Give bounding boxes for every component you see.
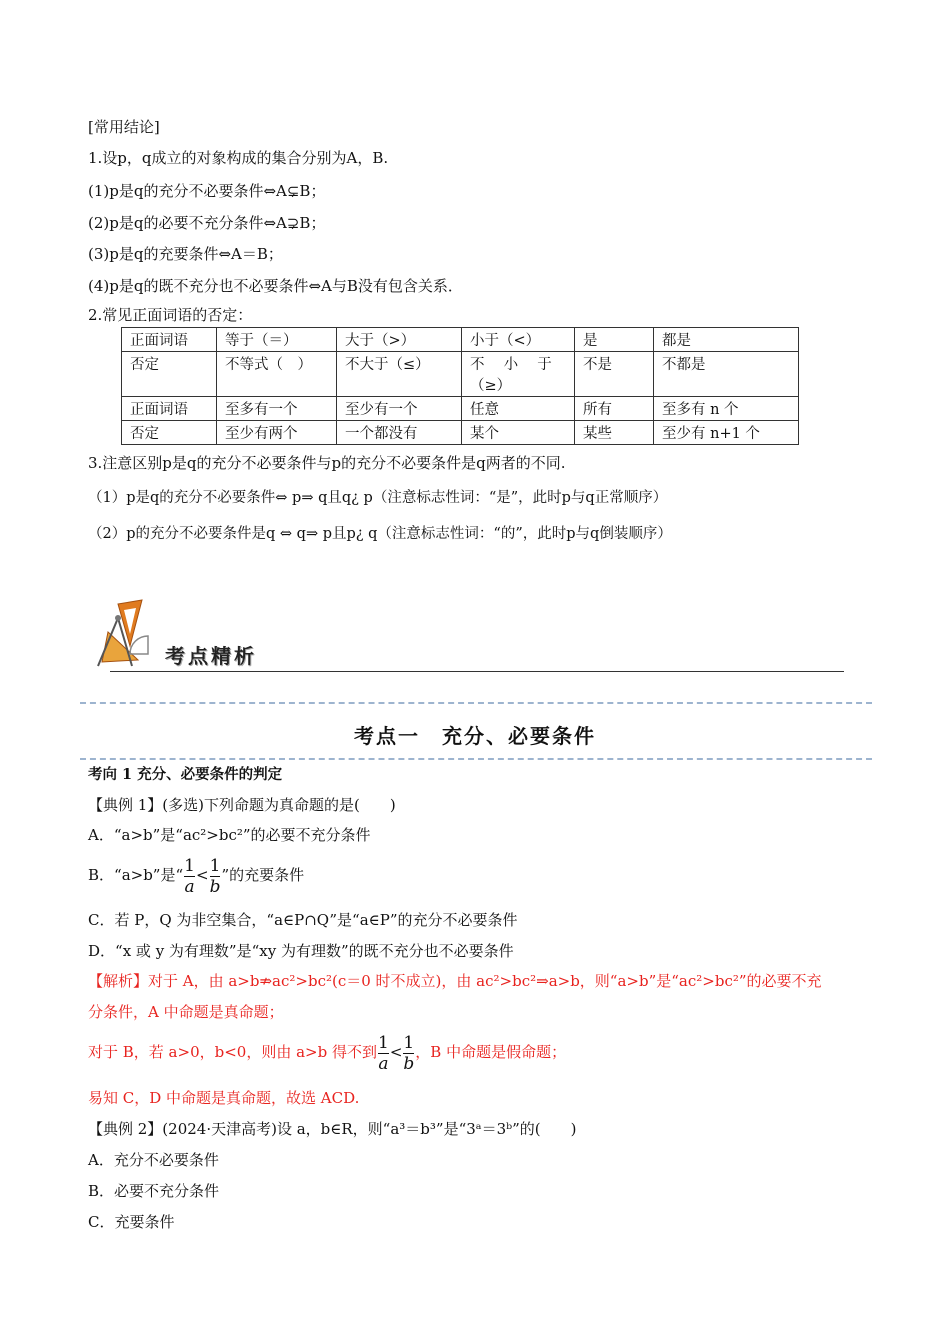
conclusion-item-1-1: (1)p是q的充分不必要条件⇔A⊊B； xyxy=(88,182,326,200)
fraction-numerator: 1 xyxy=(184,855,195,876)
example-2-option-c: C．充要条件 xyxy=(88,1213,175,1231)
example-2-stem: 【典例 2】(2024·天津高考)设 a，b∈R，则“a³＝b³”是“3ᵃ＝3ᵇ”的( ) xyxy=(88,1120,577,1138)
example-1-option-a: A．“a>b”是“ac²>bc²”的必要不充分条件 xyxy=(88,826,371,844)
fraction-denominator: b xyxy=(403,1053,415,1074)
option-b-suffix: ”的充要条件 xyxy=(221,866,305,884)
conclusion-item-3-1: （1）p是q的充分不必要条件⇔ p⇒ q且q¿ p（注意标志性词：“是”，此时p与q正常顺序） xyxy=(88,490,668,506)
banner-title: 考点精析 xyxy=(165,644,257,668)
fraction-1-over-b xyxy=(210,856,221,897)
example-1-option-d: D．“x 或 y 为有理数”是“xy 为有理数”的既不充分也不必要条件 xyxy=(88,942,514,960)
table-row xyxy=(122,397,799,421)
table-cell: 至多有一个 xyxy=(217,397,337,421)
subsection-title: 考向 1 充分、必要条件的判定 xyxy=(88,766,283,783)
table-cell: 都是 xyxy=(654,328,799,352)
conclusion-item-1: 1.设p，q成立的对象构成的集合分别为A，B. xyxy=(88,149,389,167)
fraction-numerator: 1 xyxy=(403,1032,415,1053)
table-cell: 一个都没有 xyxy=(337,421,462,445)
table-cell: 小于（<） xyxy=(462,328,575,352)
table-cell: 至少有两个 xyxy=(217,421,337,445)
fraction-numerator: 1 xyxy=(377,1032,389,1053)
table-cell: 某些 xyxy=(575,421,654,445)
table-cell: 所有 xyxy=(575,397,654,421)
conclusion-item-1-2: (2)p是q的必要不充分条件⇔A⊋B； xyxy=(88,214,326,232)
conclusion-item-3-2: （2）p的充分不必要条件是q ⇔ q⇒ p且p¿ q（注意标志性词：“的”，此时p与q倒装顺序） xyxy=(88,526,672,542)
fraction-1-over-a xyxy=(378,1033,389,1074)
table-cell: 不大于（≤） xyxy=(337,352,462,397)
table-cell: 不是 xyxy=(575,352,654,397)
table-cell: 大于（>） xyxy=(337,328,462,352)
table-cell: 正面词语 xyxy=(122,397,217,421)
table-cell: 不都是 xyxy=(654,352,799,397)
example-2-option-a: A．充分不必要条件 xyxy=(88,1151,219,1169)
section-divider-top xyxy=(80,702,872,704)
analysis-3-suffix: ，B 中命题是假命题； xyxy=(415,1043,567,1061)
conclusion-item-1-3: (3)p是q的充要条件⇔A＝B； xyxy=(88,245,283,263)
analysis-line-4: 易知 C，D 中命题是真命题，故选 ACD. xyxy=(88,1089,360,1107)
table-cell: 至少有 n+1 个 xyxy=(654,421,799,445)
example-2-option-b: B．必要不充分条件 xyxy=(88,1182,220,1200)
table-row xyxy=(122,421,799,445)
section-divider-bottom xyxy=(80,758,872,760)
table-cell: 至多有 n 个 xyxy=(654,397,799,421)
banner-rule xyxy=(110,671,844,672)
fraction-1-over-a xyxy=(184,856,195,897)
table-cell: 至少有一个 xyxy=(337,397,462,421)
fraction-denominator: a xyxy=(378,1053,389,1074)
table-cell: 是 xyxy=(575,328,654,352)
analysis-3-prefix: 对于 B，若 a>0，b<0，则由 a>b 得不到 xyxy=(88,1043,377,1061)
less-than-sign: < xyxy=(389,1043,403,1061)
table-cell: 任意 xyxy=(462,397,575,421)
analysis-line-3 xyxy=(88,1030,566,1074)
table-cell: 否定 xyxy=(122,352,217,397)
table-cell: 不等式（ ） xyxy=(217,352,337,397)
fraction-denominator: a xyxy=(184,876,195,897)
table-cell: 某个 xyxy=(462,421,575,445)
conclusion-item-1-4: (4)p是q的既不充分也不必要条件⇔A与B没有包含关系． xyxy=(88,277,463,295)
conclusion-item-2: 2.常见正面词语的否定： xyxy=(88,306,253,324)
analysis-line-1: 【解析】对于 A，由 a>b⇏ac²>bc²(c＝0 时不成立)，由 ac²>bc²⇒a>b，则“a>b”是“ac²>bc²”的必要不充 xyxy=(88,972,822,990)
analysis-line-2: 分条件，A 中命题是真命题； xyxy=(88,1003,284,1021)
less-than-sign: < xyxy=(195,866,209,884)
negation-table xyxy=(121,327,799,445)
table-row xyxy=(122,328,799,352)
conclusions-header: [常用结论] xyxy=(88,118,160,136)
table-cell: 不 小 于（≥） xyxy=(462,352,575,397)
option-b-prefix: B．“a>b”是“ xyxy=(88,866,184,884)
conclusion-item-3: 3.注意区别p是q的充分不必要条件与p的充分不必要条件是q两者的不同. xyxy=(88,454,566,472)
fraction-denominator: b xyxy=(209,876,221,897)
table-cell: 等于（＝） xyxy=(217,328,337,352)
fraction-numerator: 1 xyxy=(209,855,221,876)
table-cell: 否定 xyxy=(122,421,217,445)
fraction-1-over-b xyxy=(403,1033,414,1074)
example-1-stem: 【典例 1】(多选)下列命题为真命题的是( ) xyxy=(88,796,396,814)
example-1-option-b xyxy=(88,853,304,897)
example-1-option-c: C．若 P，Q 为非空集合，“a∈P∩Q”是“a∈P”的充分不必要条件 xyxy=(88,911,518,929)
table-cell: 正面词语 xyxy=(122,328,217,352)
table-row xyxy=(122,352,799,397)
section-title: 考点一 充分、必要条件 xyxy=(354,724,596,748)
